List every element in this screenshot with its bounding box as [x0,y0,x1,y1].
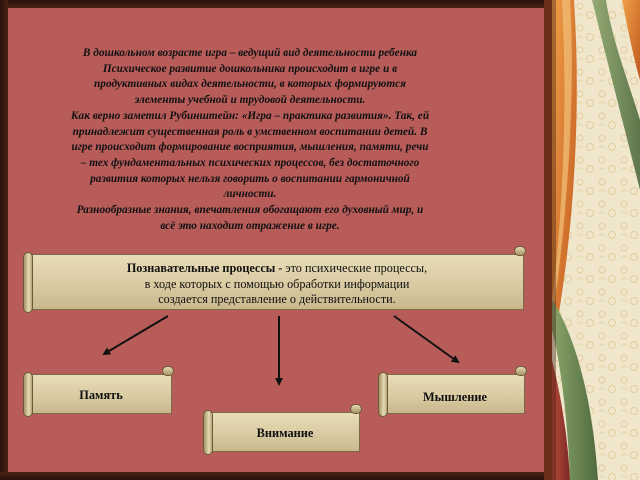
decorative-ribbon-panel [552,0,640,480]
thinking-label: Мышление [422,390,488,404]
definition-line-2: в ходе которых с помощью обработки информации [144,276,410,291]
attention-scroll [210,412,360,452]
definition-title: Познавательные процессы - [126,261,283,275]
intro-line: элементы учебной и трудовой деятельности. [134,94,366,107]
thinking-scroll [385,374,525,414]
intro-line: принадлежит существенная роль в умственном воспитании детей. В [72,125,428,138]
intro-line: В дошкольном возрасте игра – ведущий вид деятельности ребенка [82,47,418,59]
intro-line: личности. [223,188,277,201]
intro-line: игре происходит формирование восприятия, мышления, памяти, речи [71,141,429,154]
intro-line: – тех фундаментальных психических процессов, без достаточного [80,156,420,169]
intro-line: Разнообразные знания, впечатления обогащают его духовный мир, и [76,204,424,217]
intro-line: Как верно заметил Рубинштейн: «Игра – практика развития». Так, ей [70,109,430,122]
definition-text [51,261,503,308]
definition-line-1: это психические процессы, [285,261,428,275]
definition-scroll [30,254,524,310]
intro-line: всё это находит отражение в игре. [160,219,340,232]
intro-line: Психическое развитие дошкольника происходит в игре и в [102,62,398,75]
memory-label: Память [79,388,123,402]
arrow-to-memory [104,316,168,354]
attention-label: Внимание [256,426,314,440]
intro-line: продуктивных видах деятельности, в которых формируются [94,78,406,91]
intro-line: развития которых нельзя говорить о воспитании гармоничной [90,172,410,185]
arrow-to-thinking [394,316,458,362]
memory-scroll [30,374,172,414]
definition-line-3: создается представление о действительности. [158,292,396,306]
